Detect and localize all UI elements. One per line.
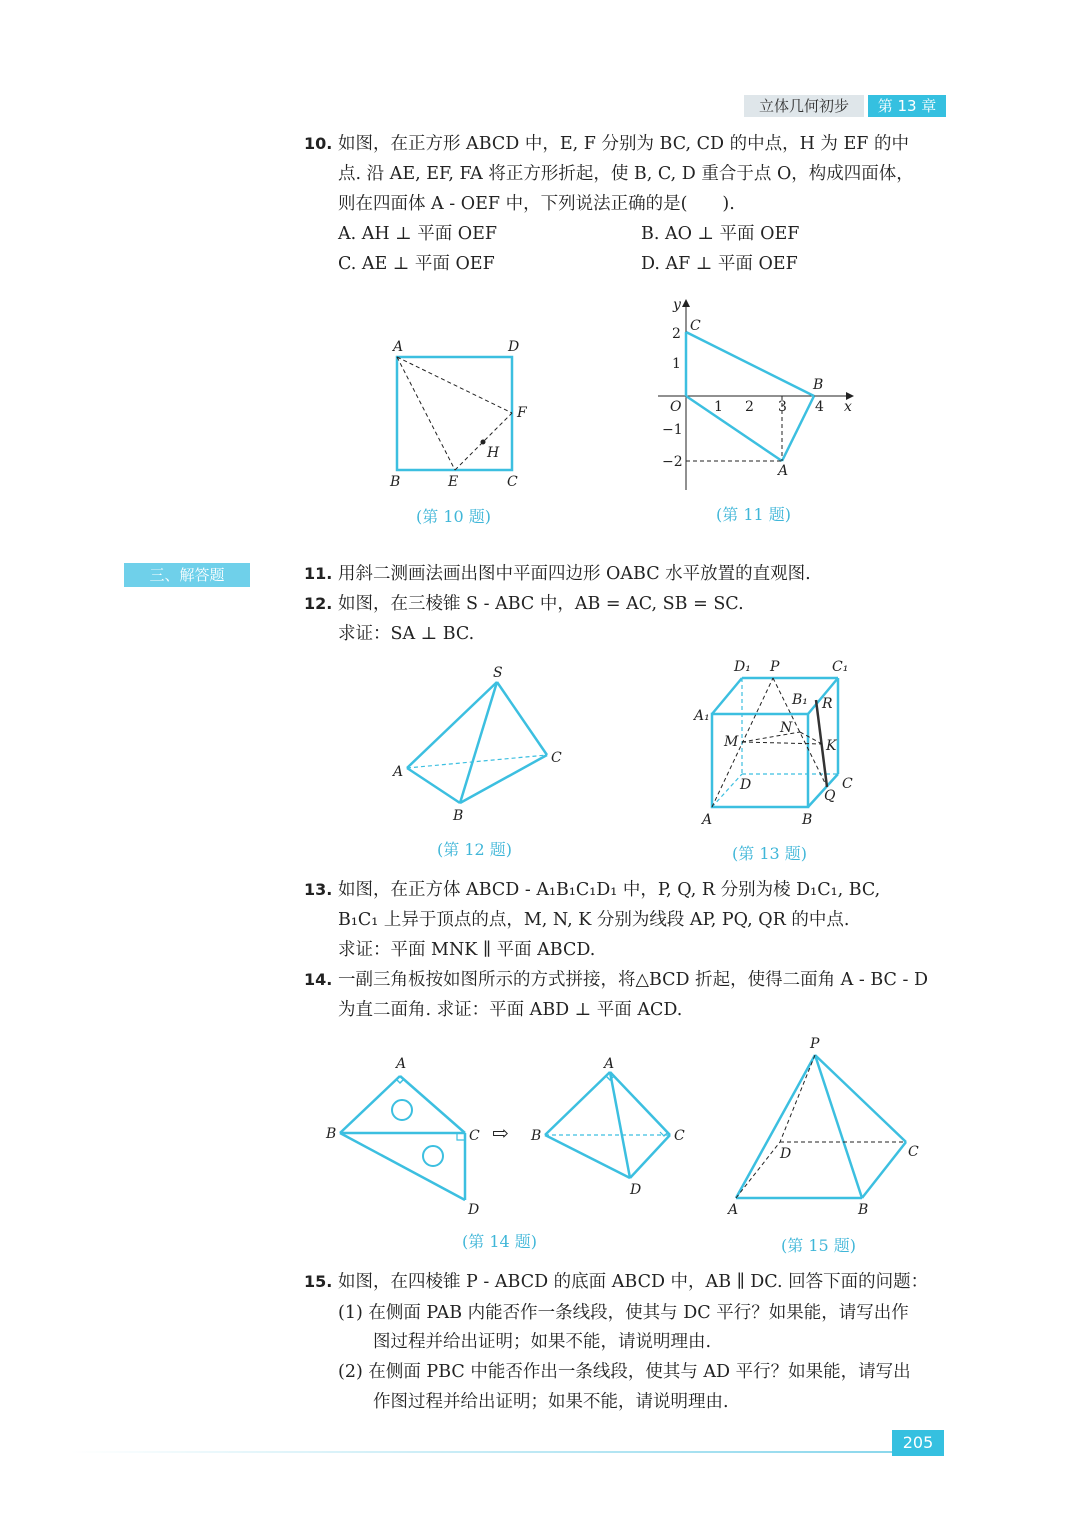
q15-part1-line-2: 图过程并给出证明；如果不能，请说明理由. [373, 1332, 712, 1352]
page-number: 205 [892, 1430, 944, 1456]
tick-x-1: 1 [714, 399, 723, 415]
tick-x-4: 4 [815, 399, 824, 415]
edge-pd [780, 1055, 815, 1142]
figure-11 [650, 295, 870, 495]
label-a: A [778, 463, 789, 479]
label-p: P [770, 659, 780, 675]
y-axis-arrow [682, 299, 690, 307]
label-b1: B₁ [792, 692, 808, 708]
q13-line-1: 如图，在正方体 ABCD - A₁B₁C₁D₁ 中，P, Q, R 分别为棱 D₁C₁, BC, [338, 880, 881, 900]
label-q: Q [824, 788, 836, 804]
tick-y-minus-2: −2 [662, 454, 683, 470]
label-a: A [393, 764, 404, 780]
tick-x-3: 3 [778, 399, 787, 415]
label-b: B [390, 474, 401, 490]
q15-part2-line-2: 作图过程并给出证明；如果不能，请说明理由. [373, 1392, 729, 1412]
tick-y-2: 2 [672, 326, 681, 342]
edge-ad-folded [610, 1072, 630, 1178]
label-c: C [842, 776, 853, 792]
label-x: x [844, 399, 852, 415]
label-d: D [740, 777, 752, 793]
figure-13 [690, 652, 870, 832]
label-b-folded: B [531, 1128, 542, 1144]
q10-number: 10. [304, 134, 333, 153]
q10-option-c: C. AE ⊥ 平面 OEF [338, 254, 495, 274]
label-c: C [507, 474, 518, 490]
right-angle-a-flat [396, 1079, 404, 1083]
label-r: R [822, 696, 833, 712]
caption-12: (第 12 题) [437, 840, 513, 859]
edge-pa [736, 1055, 815, 1198]
label-c1: C₁ [832, 659, 849, 675]
caption-11: (第 11 题) [716, 505, 792, 524]
footer-rule [70, 1451, 892, 1453]
label-m: M [724, 734, 739, 750]
chapter-title: 立体几何初步 [744, 95, 864, 117]
q12-number: 12. [304, 594, 333, 613]
label-a-folded: A [604, 1056, 615, 1072]
figure-14 [320, 1050, 700, 1220]
label-b: B [453, 808, 464, 824]
q10-line-3: 则在四面体 A - OEF 中，下列说法正确的是( ). [338, 194, 735, 214]
q14-line-1: 一副三角板按如图所示的方式拼接，将△BCD 折起，使得二面角 A - BC - D [338, 970, 929, 990]
q10-option-d: D. AF ⊥ 平面 OEF [641, 254, 798, 274]
label-b-flat: B [326, 1126, 337, 1142]
q13-line-2: B₁C₁ 上异于顶点的点，M, N, K 分别为线段 AP, PQ, QR 的中点. [338, 910, 850, 930]
edge-sc [497, 682, 547, 755]
q10-line-1: 如图，在正方形 ABCD 中，E, F 分别为 BC, CD 的中点，H 为 EF 的中 [338, 134, 909, 154]
label-p: P [810, 1036, 820, 1052]
label-y: y [673, 297, 681, 313]
edge-cd-folded [630, 1135, 670, 1178]
edge-ad [712, 774, 742, 807]
figure-15 [720, 1030, 930, 1225]
q13-line-3: 求证：平面 MNK ∥ 平面 ABCD. [338, 940, 596, 960]
label-b: B [858, 1202, 869, 1218]
q11-number: 11. [304, 564, 333, 583]
label-n: N [780, 720, 793, 736]
chapter-number: 第 13 章 [868, 95, 946, 117]
segment-mk [742, 742, 822, 744]
label-s: S [493, 665, 503, 681]
label-o: O [670, 399, 682, 415]
q10-option-b: B. AO ⊥ 平面 OEF [641, 224, 800, 244]
label-d1: D₁ [734, 659, 751, 675]
q15-line-1: 如图，在四棱锥 P - ABCD 的底面 ABCD 中，AB ∥ DC. 回答下面的问题： [338, 1272, 929, 1292]
edge-bd-flat [340, 1133, 465, 1200]
label-c: C [690, 318, 701, 334]
q15-part1-line-1: (1) 在侧面 PAB 内能否作一条线段，使其与 DC 平行？如果能，请写出作 [338, 1303, 909, 1323]
q14-line-2: 为直二面角. 求证：平面 ABD ⊥ 平面 ACD. [338, 1000, 683, 1020]
edge-bd-folded [545, 1135, 630, 1178]
label-e: E [448, 474, 459, 490]
edge-ab [407, 768, 460, 803]
label-b: B [813, 377, 824, 393]
edge-ab-flat [340, 1076, 400, 1133]
label-d: D [780, 1146, 792, 1162]
q14-number: 14. [304, 970, 333, 989]
figure-10 [380, 330, 540, 500]
edge-bc [862, 1142, 906, 1198]
edge-ad [736, 1142, 780, 1198]
label-b: B [802, 812, 813, 828]
q13-number: 13. [304, 880, 333, 899]
side-ao [686, 396, 782, 461]
figure-12 [385, 660, 575, 830]
arrow-icon: ⇨ [492, 1121, 509, 1145]
edge-ab-folded [545, 1072, 610, 1135]
segment-nk [800, 732, 822, 744]
label-d-flat: D [468, 1202, 480, 1218]
q15-part2-line-1: (2) 在侧面 PBC 中能否作出一条线段，使其与 AD 平行？如果能，请写出 [338, 1362, 911, 1382]
q12-line-1: 如图，在三棱锥 S - ABC 中，AB = AC, SB = SC. [338, 594, 744, 614]
label-k: K [826, 738, 837, 754]
tick-y-minus-1: −1 [662, 422, 683, 438]
tick-y-1: 1 [672, 356, 681, 372]
label-a: A [393, 339, 404, 355]
caption-13: (第 13 题) [732, 844, 808, 863]
q11-text: 用斜二测画法画出图中平面四边形 OABC 水平放置的直观图. [338, 564, 811, 584]
label-a: A [702, 812, 713, 828]
hole-1 [392, 1100, 412, 1120]
label-a-flat: A [396, 1056, 407, 1072]
line-af [397, 357, 512, 413]
point-h [481, 440, 486, 445]
q15-number: 15. [304, 1272, 333, 1291]
label-c-flat: C [469, 1128, 480, 1144]
label-c-folded: C [674, 1128, 685, 1144]
label-d-folded: D [630, 1182, 642, 1198]
label-c: C [551, 750, 562, 766]
caption-15: (第 15 题) [781, 1236, 857, 1255]
label-a: A [728, 1202, 739, 1218]
label-h: H [487, 445, 500, 461]
edge-a1d1 [712, 678, 742, 714]
q10-line-2: 点. 沿 AE, EF, FA 将正方形折起，使 B, C, D 重合于点 O，构成四面体， [338, 164, 914, 184]
caption-14: (第 14 题) [462, 1232, 538, 1251]
line-ae [397, 357, 455, 470]
label-c: C [908, 1144, 919, 1160]
section-label: 三、解答题 [124, 563, 250, 587]
hole-2 [423, 1146, 443, 1166]
label-a1: A₁ [694, 708, 710, 724]
q10-option-a: A. AH ⊥ 平面 OEF [338, 224, 498, 244]
q12-line-2: 求证：SA ⊥ BC. [338, 624, 475, 644]
label-f: F [517, 405, 527, 421]
tick-x-2: 2 [745, 399, 754, 415]
caption-10: (第 10 题) [416, 507, 492, 526]
label-d: D [508, 339, 520, 355]
front-face [712, 714, 808, 807]
side-cb [686, 332, 814, 396]
